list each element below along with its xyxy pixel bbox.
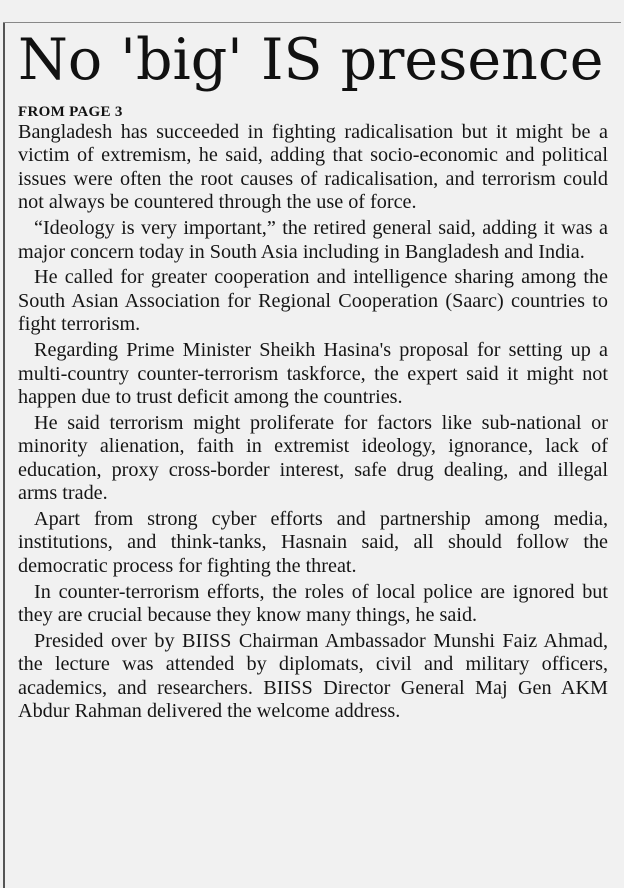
paragraph-1: Bangladesh has succeeded in fighting radicalisation but it might be a victim of extremism, he said, adding that socio-economic and political issues were often the root causes of radicalisation, and terrorism could not always be countered through the use of force. <box>18 121 608 214</box>
paragraph-6: Apart from strong cyber efforts and partnership among media, institutions, and think-tanks, Hasnain said, all should follow the democratic process for fighting the threat. <box>18 508 608 577</box>
headline: No 'big' IS presence <box>18 27 604 93</box>
paragraph-7: In counter-terrorism efforts, the roles of local police are ignored but they are crucial because they know many things, he said. <box>18 580 608 627</box>
paragraph-8: Presided over by BIISS Chairman Ambassador Munshi Faiz Ahmad, the lecture was attended by diplomats, civil and military officers, academics, and researchers. BIISS Director General Maj Gen AKM Abdur Rahman delivered the welcome address. <box>18 630 608 723</box>
paragraph-2: “Ideology is very important,” the retired general said, adding it was a major concern today in South Asia including in Bangladesh and India. <box>18 217 608 263</box>
paragraph-5: He said terrorism might proliferate for factors like sub-national or minority alienation, faith in extremist ideology, ignorance, lack of education, proxy cross-border interest, safe drug dealing, and illegal arms trade. <box>18 411 608 505</box>
paragraph-4: Regarding Prime Minister Sheikh Hasina's proposal for setting up a multi-country counter-terrorism taskforce, the expert said it might not happen due to trust deficit among the countries. <box>18 339 608 408</box>
column-rule-left <box>3 22 5 888</box>
jump-line: FROM PAGE 3 <box>18 104 123 120</box>
paragraph-3: He called for greater cooperation and intelligence sharing among the South Asian Association for Regional Cooperation (Saarc) countries to fight terrorism. <box>18 266 608 336</box>
article-body <box>18 121 608 726</box>
